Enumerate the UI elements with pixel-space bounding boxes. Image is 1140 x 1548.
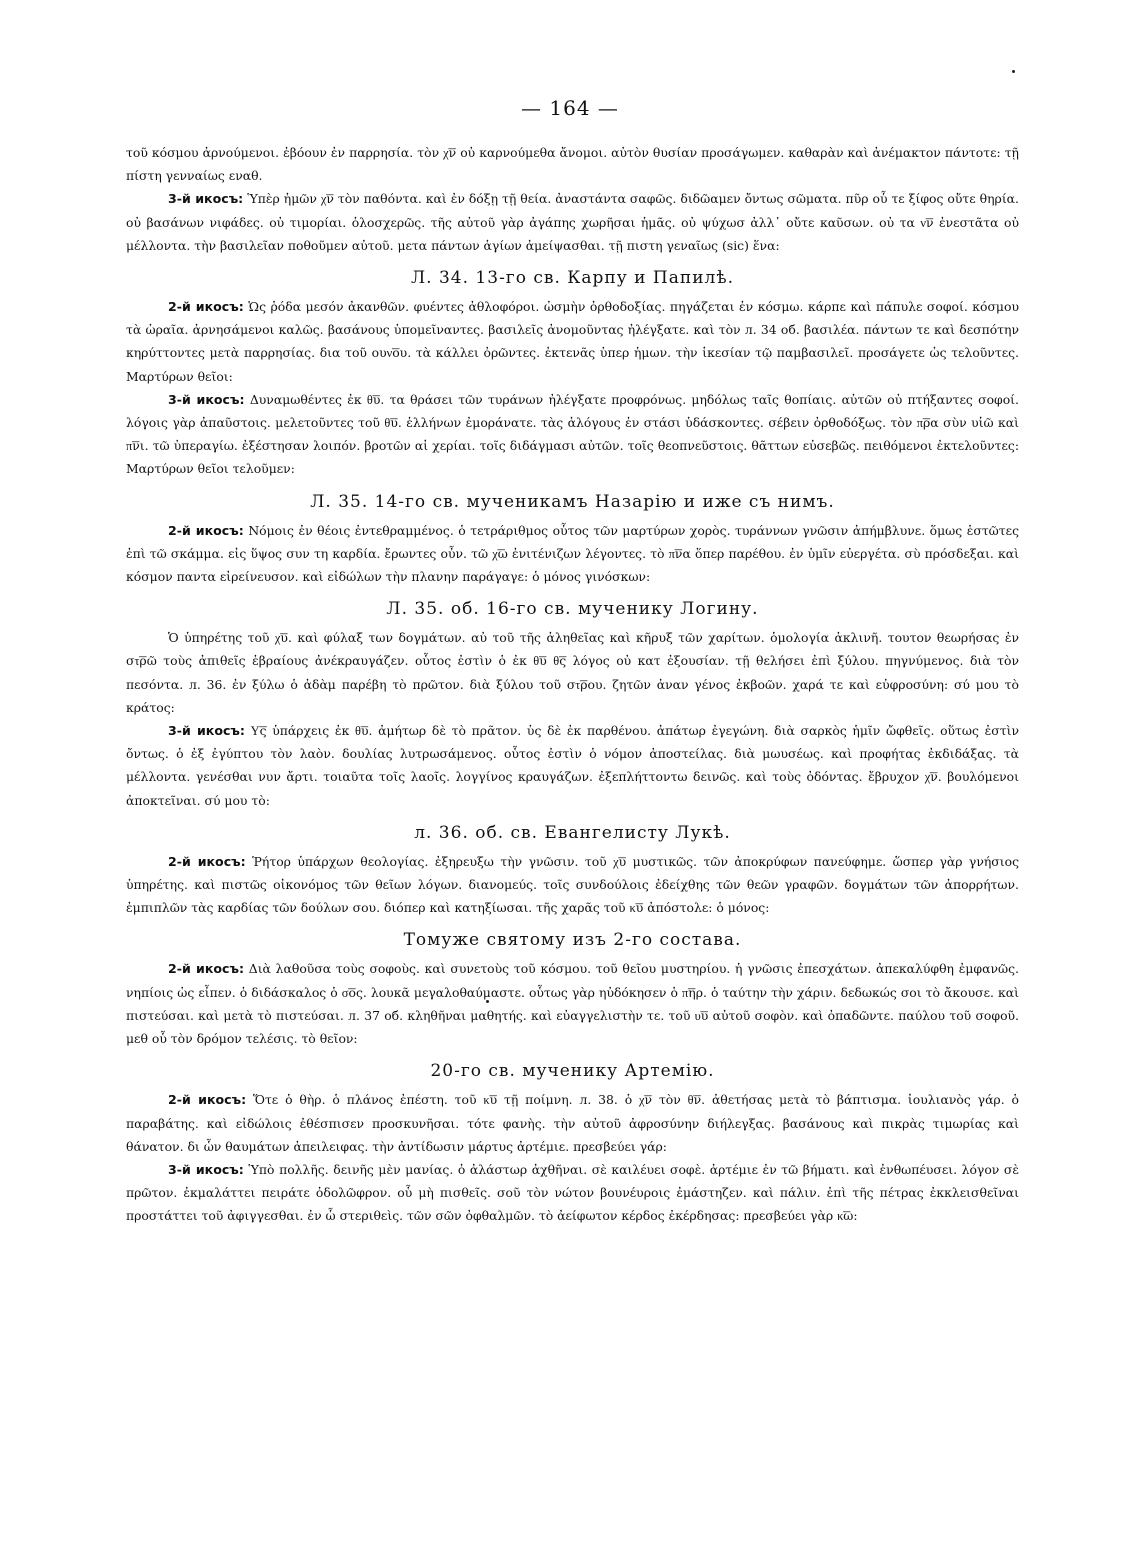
ikos-label: 3-й икосъ: bbox=[168, 391, 245, 407]
page-number: — 164 — bbox=[521, 96, 619, 120]
paragraph bbox=[126, 519, 1019, 589]
section-heading: Томуже святому изъ 2-го состава. bbox=[403, 930, 742, 951]
ikos-label: 2-й икосъ: bbox=[168, 853, 246, 869]
paragraph bbox=[126, 850, 1019, 920]
paragraph bbox=[126, 141, 1019, 187]
paragraph bbox=[126, 626, 1019, 719]
ikos-label: 3-й икосъ: bbox=[168, 723, 245, 739]
paragraph-text: Νόμοις ἐν θέοις ἐντεθραμμένος. ὁ τετράριθμος οὗτος τῶν μαρτύρων χορὸς. τυράννων γνῶσιν ἀπήμβλυνε. ὅμως ἑστῶτες ἐπὶ τῶ σκάμμα. εἰς ὕψος συν τη καρδία. ἔρωντες οὖν. τῶ χ͞ω ἐνιτένιζων λέγοντες. τὸ π͞να ὅπερ παρέθου. ἐν ὑμῖν εὐεργέτα. σὺ πρόσδεξαι. καὶ κόσμον παντα εἰρείνευσον. καὶ εἰδώλων τὴν πλανην παράγαγε: ὁ μόνος γινόσκων: bbox=[126, 522, 1020, 585]
paragraph-text: Ὑπὸ πολλῆς. δεινῆς μὲν μανίας. ὁ ἀλάστωρ ἀχθῆναι. σὲ καιλέυει σοφὲ. ἀρτέμιε ἐν τῶ βήματι. καὶ ἐνθωπέυσει. λόγον σὲ πρῶτον. ἐκμαλάττει πειράτε ὀδολῶφρον. οὗ μὴ πισθεῖς. σοῦ τὸν νώτον βουνέυροις ἐμάστηζεν. καὶ πάλιν. ἐπὶ τῆς πέτρας ἐκκλεισθεῖναι προστάττει τοῦ ἀφιγγεσθαι. ἐν ὧ στεριθεὶς. τῶν σῶν ὀφθαλμῶν. τὸ ἀείφωτον κέρδος ἐκέρδησας: πρεσβεύει γὰρ κ͞ω: bbox=[126, 1161, 1019, 1224]
paragraph-text: Ὁ ὑπηρέτης τοῦ χ͞υ. καὶ φύλαξ των δογμάτων. αὐ τοῦ τῆς ἀληθεῖας καὶ κῆρυξ τῶν χαρίτων. ὁμολογία ἀκλινῆ. τουτον θεωρήσας ἐν στ͞ρῶ τοὺς ἀπιθεῖς ἑβραίους ἀνέκραυγάζεν. οὗτος ἐστὶν ὁ ἐκ θ͞υ θ͞ς λόγος οὐ κατ ἐξουσίαν. τῇ θελήσει ἐπὶ ξύλου. πηγνύμενος. διὰ τὸν πεσόντα. л. 36. ἐν ξύλω ὁ ἀδὰμ παρέβη τὸ πρῶτον. διὰ ξύλου τοῦ στ͞ρου. ζητῶν ἀναν γένος ἐκβοῶν. χαρά τε καὶ εὐφροσύνη: σύ μου τὸ κράτος: bbox=[126, 630, 1019, 715]
section-heading: Л. 35. об. 16-го св. мученику Логину. bbox=[386, 599, 759, 620]
section-heading: л. 36. об. св. Евангелисту Лукѣ. bbox=[414, 822, 731, 843]
paragraph-text: Διὰ λαθοῦσα τοὺς σοφοὺς. καὶ συνετοὺς τοῦ κόσμου. τοῦ θεῖου μυστηρίου. ἡ γνῶσις ἐπεσχάτων. ἀπεκαλύφθη ἐμφανῶς. νηπίοις ὡς εἶπεν. ὁ διδάσκαλος ὁ σ͞ος. λουκᾶ μεγαλοθαύμαστε. οὗτως γὰρ ηὐδόκησεν ὁ π͞ηρ. ὁ ταύτην τὴν χάριν. δεδωκώς σοι τὸ ἄκουσε. καὶ πιστεύσαι. καὶ μετὰ τὸ πιστεύσαι. л. 37 об. κληθῆναι μαθητής. καὶ εὐαγγελιστὴν τε. τοῦ υ͞υ αὐτοῦ σοφὸν. καὶ ὀπαδῶντε. παύλου τοῦ σοφοῦ. μεθ οὗ τὸν δρόμον τελέσις. τὸ θεῖον: bbox=[126, 961, 1019, 1047]
paragraph bbox=[126, 957, 1019, 1050]
scan-speck bbox=[1012, 70, 1015, 73]
ikos-label: 2-й икосъ: bbox=[168, 961, 244, 977]
paragraph bbox=[126, 388, 1019, 481]
section-heading: 20-го св. мученику Артемію. bbox=[430, 1061, 715, 1082]
paragraph-text: Ὑπὲρ ἡμῶν χ͞ν τὸν παθόντα. καὶ ἐν δόξῃ τῇ θεία. ἀναστάντα σαφῶς. διδῶαμεν ὄντως σῶματα. πῦρ οὗ τε ξίφος οὔτε θηρία. οὐ βασάνων νιφάδες. οὐ τιμορίαι. ὁλοσχερῶς. τῆς αὐτοῦ γὰρ ἀγάπης χωρῆσαι ἡμᾶς. οὐ ψύχωσ ἀλλ᾽ οὔτε καῦσων. οὐ τα ν͞ν ἐνεστᾶτα οὐ μέλλοντα. τὴν βασιλεῖαν ποθοῦμεν αὐτοῦ. μετα πάντων ἁγίων ἀμείψασθαι. τῇ πιστη γεναῖως (sic) ἕνα: bbox=[126, 191, 1019, 253]
paragraph-text: Υ͞ς ὑπάρχεις ἐκ θ͞υ. ἀμήτωρ δὲ τὸ πρᾶτον. ὑς δὲ ἐκ παρθένου. ἀπάτωρ ἐγεγώνη. διὰ σαρκὸς ἡμῖν ὤφθεῖς. οὕτως ἐστὶν ὄντως. ὁ ἐξ ἐγύπτου τὸν λαὸν. δουλίας λυτρωσάμενος. οὗτος ἐστὶν ὁ νόμον ἀποστείλας. διὰ μωυσέως. καὶ προφήτας ἐκδιδάξας. τὰ μέλλοντα. γενέσθαι νυν ἄρτι. τοιαῦτα τοῖς λαοῖς. λογγίνος κραυγάζων. ἐξεπλήττοντω δεινῶς. καὶ τοὺς ὀδόντας. ἔβρυχον χ͞ν. βουλόμενοι ἀποκτεῖναι. σύ μου τὸ: bbox=[126, 723, 1019, 808]
paragraph bbox=[126, 187, 1019, 257]
paragraph bbox=[126, 295, 1019, 388]
paragraph-text: Ὡς ῥόδα μεσόν ἀκανθῶν. φυέντες ἀθλοφόροι. ὠσμὴν ὀρθοδοξίας. πηγάζεται ἐν κόσμω. κάρπε καὶ πάπυλε σοφοί. κόσμου τὰ ὡραῖα. ἀρνησάμενοι καλῶς. βασάνους ὑπομεῖναντες. βασιλεῖς ἀνομοῦντας ἠλέγξατε. καὶ τὸν л. 34 об. βασιλέα. πάντων τε καὶ δεσπότην κηρύττοντες μετὰ παρρησίας. δια τοῦ ουν͞ου. τὰ κάλλει ὀρῶντες. ἐκτενᾶς ὑπερ ἡμων. τὴν ἱκεσίαν τῷ παμβασιλεῖ. προσάγετε ὡς τελοῦντες. Μαρτύρων θεῖοι: bbox=[126, 299, 1019, 384]
paragraph bbox=[126, 1088, 1019, 1158]
page-body bbox=[126, 141, 1019, 1228]
paragraph-text: Ὅτε ὁ θὴρ. ὁ πλάνος ἐπέστη. τοῦ κ͞υ τῇ ποίμνη. л. 38. ὁ χ͞ν τὸν θ͞ν. ἀθετήσας μετὰ τὸ βάπτισμα. ἰουλιανὸς γάρ. ὁ παραβάτης. καὶ εἰδώλοις ἐθέσπισεν προσκυνῆσαι. τότε φανὴς. τὴν αὐτοῦ ἀφροσύνην διήλεγξας. βασάνους καὶ πικρὰς τιμωρίας καὶ θάνατον. δι ὧν θαυμάτων ἀπειλειφας. τὴν ἀντίδωσιν μάρτυς ἀρτέμιε. πρεσβεύει γάρ: bbox=[126, 1092, 1019, 1154]
section-heading: Л. 35. 14-го св. мученикамъ Назарію и иже съ нимъ. bbox=[310, 491, 835, 512]
ikos-label: 2-й икосъ: bbox=[168, 299, 244, 315]
ikos-label: 3-й икосъ: bbox=[168, 191, 244, 207]
ikos-label: 2-й икосъ: bbox=[168, 1092, 247, 1108]
paragraph-text: Ῥήτορ ὑπάρχων θεολογίας. ἐξηρευξω τὴν γνῶσιν. τοῦ χ͞υ μυστικῶς. τῶν ἀποκρύφων πανεύφημε. ὥσπερ γὰρ γνήσιος ὑπηρέτης. καὶ πιστῶς οἰκονόμος τῶν θεῖων λόγων. διανομεύς. τοῖς συνδούλοις ἐδείχθης τῶν θεῶν γραφῶν. δογμάτων τῶν ἀπορρήτων. ἐμπιπλῶν τὰς καρδίας τῶν δούλων σου. διόπερ καὶ κατηξίωσαι. τῆς χαρᾶς τοῦ κ͞υ ἀπόστολε: ὁ μόνος: bbox=[126, 853, 1020, 916]
paragraph-text: τοῦ κόσμου ἀρνούμενοι. ἐβόουν ἐν παρρησία. τὸν χ͞ν οὐ καρνούμεθα ἄνομοι. αὐτὸν θυσίαν προσάγωμεν. καθαρὰν καὶ ἀνέμακτον πάντοτε: τῇ πίστη γενναίως εναθ. bbox=[126, 145, 1019, 184]
paragraph-text: Δυναμωθέντες ἐκ θ͞υ. τα θράσει τῶν τυράνων ἠλέγξατε προφρόνως. μηδόλως ταῖς θοπίαις. αὐτῶν οὐ πτήξαντες σοφοί. λόγοις γὰρ ἀπαῦστοις. μελετοῦντες τοῦ θ͞υ. ἑλλήνων ἐμοράνατε. τὰς ἀλόγους ἐν στάσι ὑδάσκοντες. σέβειν ὀρθοδόξως. τὸν π͞ρα σὺν υἱῶ καὶ π͞νι. τῶ ὑπεραγίω. ἐξέστησαν λοιπόν. βροτῶν αἱ χερίαι. τοῖς διδάγμασι αὐτῶν. τοῖς θεοπνεῦστοις. θᾶττων εὐσεβῶς. πειθόμενοι ἐκτελοῦντες: Μαρτύρων θεῖοι τελοῦμεν: bbox=[126, 391, 1019, 477]
ikos-label: 2-й икосъ: bbox=[168, 522, 244, 538]
paragraph bbox=[126, 719, 1019, 812]
ikos-label: 3-й икосъ: bbox=[168, 1161, 244, 1177]
scan-speck bbox=[486, 1000, 489, 1003]
section-heading: Л. 34. 13-го св. Карпу и Папилѣ. bbox=[411, 268, 734, 289]
paragraph bbox=[126, 1158, 1019, 1228]
